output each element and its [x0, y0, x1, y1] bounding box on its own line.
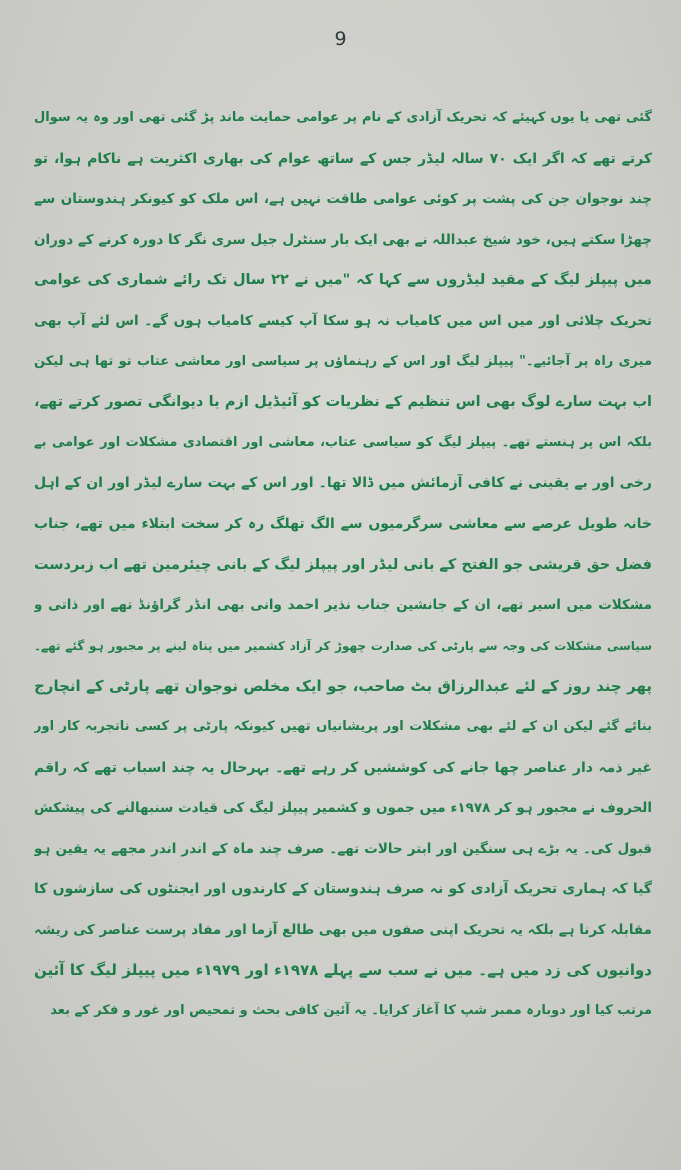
text-line: مرتب کیا اور دوبارہ ممبر شپ کا آغاز کرایا۔ یہ آئین کافی بحث و تمحیص اور غور و فکر کے بعد	[50, 1003, 652, 1019]
text-line: میں پیپلز لیگ کے مقید لیڈروں سے کہا کہ "میں نے ۲۲ سال تک رائے شماری کی عوامی	[34, 272, 652, 289]
text-line: بلکہ اس پر ہنستے تھے۔ پیپلز لیگ کو سیاسی عتاب، معاشی اور اقتصادی مشکلات اور عوامی بے	[34, 434, 652, 450]
text-line: فضل حق قریشی جو الفتح کے بانی لیڈر اور پیپلز لیگ کے بانی چیئرمین تھے اب زبردست	[34, 556, 652, 573]
text-line: مشکلات میں اسیر تھے، ان کے جانشین جناب نذیر احمد وانی بھی انڈر گراؤنڈ تھے اور ذاتی و	[34, 597, 652, 614]
text-line: پھر چند روز کے لئے عبدالرزاق بٹ صاحب، جو ایک مخلص نوجوان تھے پارٹی کے انچارج	[34, 677, 652, 696]
text-line: خانہ طویل عرصے سے معاشی سرگرمیوں سے الگ تھلگ رہ کر سخت ابتلاء میں تھے، جناب	[34, 515, 652, 532]
text-line: دوانیوں کی زد میں ہے۔ میں نے سب سے پہلے ۱۹۷۸ء اور ۱۹۷۹ء میں پیپلز لیگ کا آئین	[34, 961, 652, 980]
text-line: چھڑا سکتے ہیں، خود شیخ عبداللہ نے بھی ایک بار سنٹرل جیل سری نگر کا دورہ کرنے کے دوران	[34, 231, 652, 248]
text-line: رخی اور بے یقینی نے کافی آزمائش میں ڈالا تھا۔ اور اس کے بہت سارے لیڈر اور ان کے اہل	[34, 475, 652, 492]
text-line: غیر ذمہ دار عناصر چھا جانے کی کوششیں کر رہے تھے۔ بہرحال یہ چند اسباب تھے کہ راقم	[34, 759, 652, 776]
text-line: میری راہ پر آجائیے۔" پیپلز لیگ اور اس کے رہنماؤں پر سیاسی اور معاشی عتاب تو تھا ہی لیکن	[34, 353, 652, 369]
text-line: قبول کی۔ یہ بڑے ہی سنگین اور ابتر حالات تھے۔ صرف چند ماہ کے اندر اندر مجھے یہ یقین ہو	[34, 840, 652, 857]
text-line: تحریک چلائی اور میں اس میں کامیاب نہ ہو سکا آپ کیسے کامیاب ہوں گے۔ اس لئے آپ بھی	[34, 312, 652, 329]
text-line: مقابلہ کرنا ہے بلکہ یہ تحریک اپنی صفوں میں بھی طالع آزما اور مفاد پرست عناصر کی ریشہ	[34, 921, 652, 938]
body-text	[34, 98, 652, 1032]
text-line: گئی تھی یا یوں کہیئے کہ تحریک آزادی کے نام پر عوامی حمایت ماند پڑ گئی تھی اور وہ یہ سوال	[34, 110, 652, 125]
text-line: اب بہت سارے لوگ بھی اس تنظیم کے نظریات کو آئیڈیل ازم یا دیوانگی تصور کرتے تھے،	[34, 394, 652, 411]
text-line: کرتے تھے کہ اگر ایک ۷۰ سالہ لیڈر جس کے ساتھ عوام کی بھاری اکثریت ہے ناکام ہوا، تو	[34, 150, 652, 167]
text-line: بنائے گئے لیکن ان کے لئے بھی مشکلات اور پریشانیاں تھیں کیونکہ پارٹی پر کسی ناتجربہ کار اور	[34, 718, 652, 734]
text-line: سیاسی مشکلات کی وجہ سے پارٹی کی صدارت چھوڑ کر آزاد کشمیر میں پناہ لینے پر مجبور ہو گئے تھے۔	[34, 638, 652, 653]
page-number: 9	[334, 28, 347, 50]
text-line: چند نوجوان جن کی پشت پر کوئی عوامی طاقت نہیں ہے، اس ملک کو کیونکر ہندوستان سے	[34, 191, 652, 208]
text-line: الحروف نے مجبور ہو کر ۱۹۷۸ء میں جموں و کشمیر پیپلز لیگ کی قیادت سنبھالنے کی پیشکش	[34, 800, 652, 817]
text-line: گیا کہ ہماری تحریک آزادی کو نہ صرف ہندوستان کے کارندوں اور ایجنٹوں کی سازشوں کا	[34, 881, 652, 898]
